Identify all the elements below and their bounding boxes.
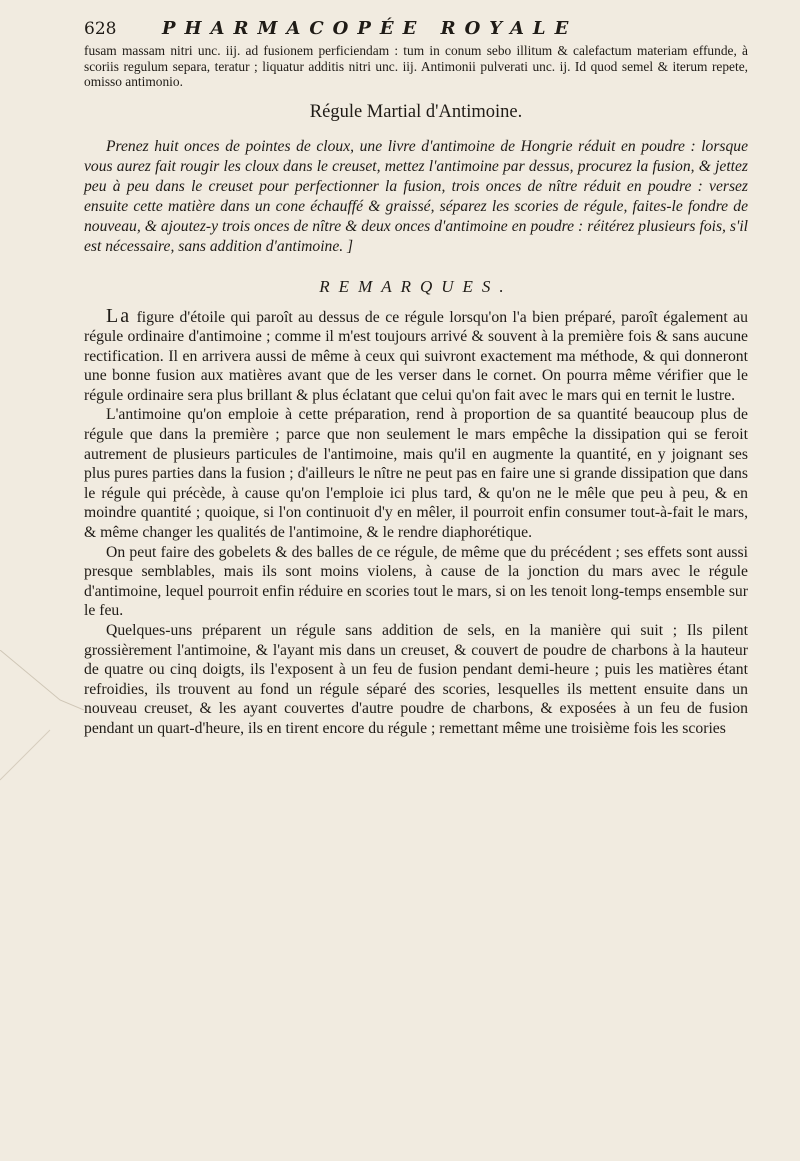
paragraph-initial: La (106, 304, 132, 327)
latin-text: fusam massam nitri unc. iij. ad fusionem perficiendam : tum in conum sebo illitum & calefactum materiam effunde, à scoriis regulum separa, teratur ; liquatur additis nitri unc. iij. Antimonii pulverati unc. ij. Id quod semel & iterum repete, omisso antimonio. (84, 43, 748, 89)
remark-paragraph-4: Quelques-uns préparent un régule sans addition de sels, en la manière qui suit ; Ils pilent grossièrement l'antimoine, & l'ayant mis dans un creuset, & couvert de poudre de charbons à la hauteur de quatre ou cinq doigts, ils l'exposent à un feu de fusion pendant demi-heure ; puis les matières étant refroidies, ils trouvent au fond un régule séparé des scories, lesquelles ils mettent ensuite dans un nouveau creuset, & les ayant couvertes d'autre poudre de charbons, & exposées à un feu de fusion pendant un quart-d'heure, ils en tirent encore du régule ; remettant même une troisième fois les scories (84, 622, 748, 737)
remark-paragraph-3: On peut faire des gobelets & des balles de ce régule, de même que du précédent ; ses effets sont aussi presque semblables, mais ils sont moins violens, à cause de la jonction du mars avec le régule d'antimoine, lequel pourroit enfin réduire en scories tout le mars, si on les tenoit long-temps ensemble sur le feu. (84, 543, 748, 620)
paragraph-1-text: figure d'étoile qui paroît au dessus de ce régule lorsqu'on l'a bien préparé, paroît également au régule ordinaire d'antimoine ; comme il m'est toujours arrivé & souvent à la première fois & sans aucune rectification. Il en arrivera aussi de même à ceux qui suivront exactement ma méthode, & qui donneront une bonne fusion aux matières avant que de les verser dans le cornet. On pourra même vérifier que le régule ordinaire sera plus brillant & plus éclatant que celui qu'on fait avec le mars qui en ternit le lustre. (84, 308, 748, 404)
page-header (84, 18, 748, 39)
remark-paragraph-2: L'antimoine qu'on emploie à cette préparation, rend à proportion de sa quantité beaucoup plus de régule que dans la première ; parce que non seulement le mars empêche la dissipation qui se feroit autrement de plusieurs particules de l'antimoine, mais qu'il en augmente la quantité, en y joignant ses plus pures parties dans la fusion ; d'ailleurs le nître ne peut pas en faire une si grande dissipation que dans le régule qui précède, à cause qu'on l'emploie ici plus tard, & qu'on ne le mêle que peu à peu, & en moindre quantité ; quoique, si l'on continuoit d'y en mêler, il pourroit enfin consumer tout-à-fait le mars, & même changer les qualités de l'antimoine, & le rendre diaphorétique. (84, 406, 748, 542)
recipe-text: Prenez huit onces de pointes de cloux, une livre d'antimoine de Hongrie réduit en poudre : lorsque vous aurez fait rougir les cloux dans le creuset, mettez l'antimoine par dessus, procurez la fusion, & jettez peu à peu dans le creuset pour perfectionner la fusion, trois onces de nître réduit en poudre : versez ensuite cette matière dans un cone échauffé & graissé, séparez les scories de régule, faites-le fondre de nouveau, & ajoutez-y trois onces de nître & deux onces d'antimoine en poudre : réitérez plusieurs fois, s'il est nécessaire, sans addition d'antimoine. ] (84, 137, 748, 255)
remark-paragraph-1 (84, 304, 748, 406)
section-title: Régule Martial d'Antimoine. (309, 101, 523, 122)
page-crease (0, 650, 84, 790)
remarks-heading: REMARQUES. (319, 276, 513, 296)
page-number: 628 (84, 19, 117, 39)
running-title: PHARMACOPÉE ROYALE (162, 18, 578, 39)
